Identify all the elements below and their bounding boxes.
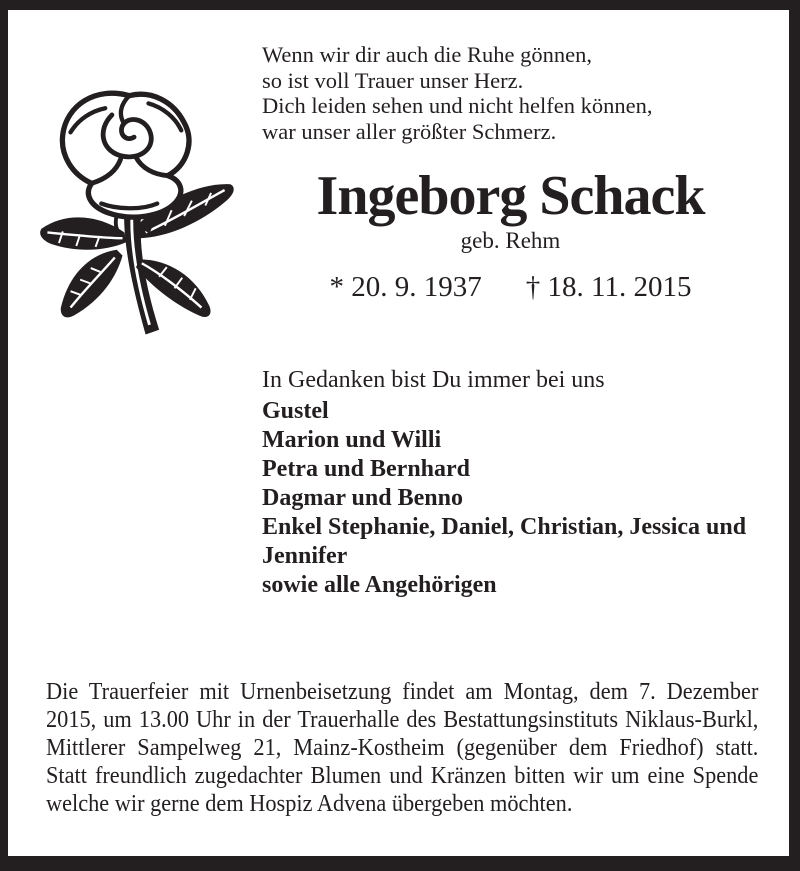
deceased-name: Ingeborg Schack — [316, 165, 705, 227]
birth-date: * 20. 9. 1937 — [329, 271, 482, 303]
maiden-name: geb. Rehm — [460, 228, 561, 253]
verse-line: Wenn wir dir auch die Ruhe gönnen, — [262, 42, 592, 67]
life-dates — [262, 270, 759, 304]
mourner-entry: Dagmar und Benno — [262, 485, 463, 511]
notice-sheet — [8, 10, 789, 856]
top-section — [8, 10, 789, 600]
funeral-announcement: Die Trauerfeier mit Urnenbeisetzung findet am Montag, dem 7. Dezember 2015, um 13.00 Uhr in der Trauerhalle des Bestattungsinstituts Niklaus-Burkl, Mittlerer Sampelweg 21, Mainz-Kostheim (gegenüber dem Friedhof) statt. Statt freundlich zugedachter Blumen und Kränzen bitten wir um eine Spende welche wir gerne dem Hospiz Advena übergeben möchten. — [46, 679, 759, 817]
verse-line: Dich leiden sehen und nicht helfen können, — [262, 93, 653, 118]
mourner-entry: Gustel — [262, 398, 329, 424]
verse-line: war unser aller größter Schmerz. — [262, 118, 557, 144]
verse-line: so ist voll Trauer unser Herz. — [262, 67, 524, 93]
funeral-section — [46, 678, 759, 818]
rose-icon — [30, 88, 242, 348]
main-column — [254, 10, 789, 600]
mourner-entry: Petra und Bernhard — [262, 456, 471, 482]
mourner-entry: sowie alle Angehörigen — [262, 572, 497, 598]
mourner-entry: Enkel Stephanie, Daniel, Christian, Jessica und Jennifer — [262, 514, 747, 569]
rose-cell — [8, 10, 254, 348]
mourners-list — [262, 397, 759, 600]
mourner-entry: Marion und Willi — [262, 427, 442, 453]
mourning-intro: In Gedanken bist Du immer bei uns — [262, 367, 605, 393]
death-date: † 18. 11. 2015 — [525, 271, 692, 303]
mourning-verse — [262, 42, 759, 144]
